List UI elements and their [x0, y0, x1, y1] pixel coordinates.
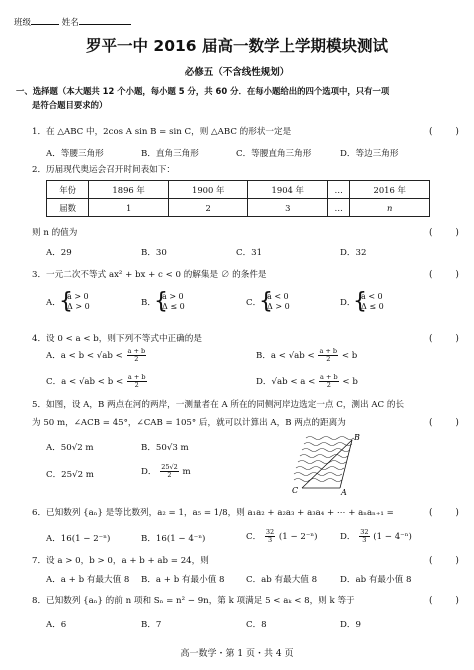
q5-option-c[interactable]: C．25√2 m [46, 470, 94, 480]
q6-option-d[interactable] [340, 529, 412, 544]
section-heading: 一、选择题（本大题共 12 个小题，每小题 5 分，共 60 分．在每小题给出的四个选项中，只有一项 [16, 86, 390, 96]
q6-option-a[interactable]: A．16(1 − 2⁻ⁿ) [46, 534, 111, 544]
fraction-numerator: 25√2 [161, 463, 178, 471]
q3-option-c-label: C． [246, 298, 262, 308]
q3-stem: 3．一元二次不等式 ax² + bx + c < 0 的解集是 ∅ 的条件是 [32, 270, 267, 280]
system-line: Δ > 0 [267, 302, 290, 311]
segment-ab [340, 440, 352, 488]
brace-glyph: { [154, 289, 168, 314]
q1-answer-box[interactable]: ( ) [429, 127, 459, 137]
q5-line2: 为 50 m，∠ACB = 45°，∠CAB = 105° 后，就可以计算出 A，B 两点的距离为 [32, 418, 346, 428]
fraction [127, 374, 147, 389]
q2-ask: 则 n 的值为 [32, 228, 78, 238]
q4-option-b-tail: < b [341, 351, 358, 361]
class-name-line [14, 18, 131, 29]
q2-option-d[interactable]: D．32 [340, 248, 367, 258]
q5-answer-box[interactable]: ( ) [429, 418, 459, 428]
name-blank[interactable] [79, 24, 131, 25]
fraction-numerator: a + b [320, 373, 338, 381]
q3-option-c[interactable] [246, 289, 290, 314]
q5-option-b[interactable]: B．50√3 m [141, 443, 189, 453]
page-footer: 高一数学・第 1 页・共 4 页 [180, 649, 294, 659]
fraction-numerator: a + b [127, 347, 146, 355]
fraction [160, 464, 179, 479]
q4-option-d-tail: < b [342, 377, 358, 387]
q7-option-b[interactable]: B．a + b 有最小值 8 [141, 575, 225, 585]
q5-option-d[interactable] [141, 464, 191, 479]
q8-option-c[interactable]: C．8 [246, 620, 267, 630]
q6-option-c[interactable] [246, 529, 317, 544]
fraction [319, 374, 339, 389]
q1-option-a[interactable]: A．等腰三角形 [46, 149, 104, 159]
table-cell: 3 [248, 199, 328, 217]
q4-option-d[interactable] [256, 374, 358, 389]
table-cell: 1 [89, 199, 169, 217]
table-cell: 届数 [47, 199, 89, 217]
table-row [47, 199, 430, 217]
q8-option-a[interactable]: A．6 [46, 620, 67, 630]
system-line: Δ ≤ 0 [361, 302, 384, 311]
q5-option-d-label: D． [141, 467, 157, 477]
q4-option-a[interactable] [46, 348, 147, 363]
table-cell: … [328, 181, 350, 199]
q1-option-d[interactable]: D．等边三角形 [340, 149, 399, 159]
q4-option-c-text: C．a < √ab < b < [46, 377, 124, 387]
fraction [359, 529, 369, 544]
q2-stem: 2．历届现代奥运会召开时间表如下： [32, 165, 175, 175]
fraction-denominator: 3 [362, 536, 367, 544]
fraction-denominator: 2 [326, 355, 331, 363]
q1-option-c[interactable]: C．等腰直角三角形 [236, 149, 312, 159]
q7-option-c[interactable]: C．ab 有最大值 8 [246, 575, 318, 585]
q3-answer-box[interactable]: ( ) [429, 270, 459, 280]
table-cell: … [328, 199, 350, 217]
q6-option-c-label: C． [246, 532, 262, 542]
system-line: Δ > 0 [67, 302, 90, 311]
q7-option-a[interactable]: A．a + b 有最大值 8 [46, 575, 130, 585]
class-label: 班级 [14, 18, 32, 28]
q6-option-d-tail: (1 − 4⁻ⁿ) [373, 532, 412, 542]
river-waves [294, 437, 354, 482]
brace-glyph: { [353, 289, 367, 314]
q6-answer-box[interactable]: ( ) [429, 508, 459, 518]
q4-option-b-text: B．a < √ab < [256, 351, 315, 361]
q5-option-d-unit: m [182, 467, 191, 477]
table-cell: 2 [168, 199, 248, 217]
q6-option-d-label: D． [340, 532, 356, 542]
table-cell: n [350, 199, 430, 217]
q8-answer-box[interactable]: ( ) [429, 596, 459, 606]
q8-stem: 8．已知数列 {aₙ} 的前 n 项和 Sₙ = n² − 9n，第 k 项满足 5 < aₖ < 8，则 k 等于 [32, 596, 355, 606]
river-figure [290, 432, 370, 496]
table-cell: 年份 [47, 181, 89, 199]
fraction-denominator: 2 [134, 381, 139, 389]
q7-stem: 7．设 a > 0，b > 0，a + b + ab = 24，则 [32, 556, 209, 566]
fraction [318, 348, 338, 363]
brace-glyph: { [59, 289, 73, 314]
system-line: a < 0 [361, 292, 383, 301]
system-line: a > 0 [162, 292, 184, 301]
exam-title: 罗平一中 2016 届高一数学上学期模块测试 [86, 37, 388, 55]
q8-option-b[interactable]: B．7 [141, 620, 162, 630]
q3-option-d[interactable] [340, 289, 384, 314]
q4-answer-box[interactable]: ( ) [429, 334, 459, 344]
q7-answer-box[interactable]: ( ) [429, 556, 459, 566]
q6-stem: 6．已知数列 {aₙ} 是等比数列，a₂ = 1，a₅ = 1/8，则 a₁a₂ + a₂a₃ + a₃a₄ + ⋯ + aₙaₙ₊₁ = [32, 508, 394, 518]
fraction [127, 348, 147, 363]
q5-option-a[interactable]: A．50√2 m [46, 443, 94, 453]
q2-option-b[interactable]: B．30 [141, 248, 167, 258]
q4-option-d-text: D．√ab < a < [256, 377, 316, 387]
q2-option-c[interactable]: C．31 [236, 248, 263, 258]
exam-subtitle: 必修五（不含线性规划） [184, 67, 290, 78]
q5-line1: 5．如图，设 A，B 两点在河的两岸，一测量者在 A 所在的同侧河岸边选定一点 C，测出 AC 的长 [32, 400, 405, 410]
segment-cb [302, 440, 352, 488]
q3-option-a-label: A． [46, 298, 61, 308]
point-label-a: A [341, 488, 347, 496]
fraction [265, 529, 275, 544]
fraction-denominator: 2 [326, 381, 331, 389]
table-cell: 1900 年 [168, 181, 248, 199]
table-row [47, 181, 430, 199]
fraction-numerator: 32 [360, 528, 369, 536]
q8-option-d[interactable]: D．9 [340, 620, 361, 630]
q6-option-c-tail: (1 − 2⁻ⁿ) [278, 532, 318, 542]
q3-option-a[interactable] [46, 289, 90, 314]
fraction-denominator: 2 [167, 471, 172, 479]
q3-option-d-label: D． [340, 298, 356, 308]
q2-option-a[interactable]: A．29 [46, 248, 72, 258]
system-line: a > 0 [67, 292, 89, 301]
fraction-numerator: a + b [319, 347, 338, 355]
system-line: Δ ≤ 0 [162, 302, 185, 311]
point-label-b: B [354, 433, 360, 442]
q3-option-b[interactable] [141, 289, 185, 314]
table-cell: 2016 年 [350, 181, 430, 199]
q4-stem: 4．设 0 < a < b，则下列不等式中正确的是 [32, 334, 202, 344]
system-line: a < 0 [267, 292, 289, 301]
table-cell: 1896 年 [89, 181, 169, 199]
q7-option-d[interactable]: D．ab 有最小值 8 [340, 575, 412, 585]
name-label: 姓名 [61, 18, 79, 28]
q1-option-b[interactable]: B．直角三角形 [141, 149, 199, 159]
brace-glyph: { [259, 289, 273, 314]
q4-option-b[interactable] [256, 348, 357, 363]
q3-option-b-label: B． [141, 298, 156, 308]
olympics-table [46, 180, 430, 217]
class-blank[interactable] [31, 24, 59, 25]
q4-option-a-text: A．a < b < √ab < [46, 351, 123, 361]
fraction-numerator: 32 [265, 528, 275, 536]
q4-option-c[interactable] [46, 374, 148, 389]
point-label-c: C [292, 486, 299, 495]
fraction-denominator: 2 [134, 355, 139, 363]
q2-answer-box[interactable]: ( ) [429, 228, 459, 238]
table-cell: 1904 年 [248, 181, 328, 199]
fraction-denominator: 3 [267, 536, 273, 544]
q6-option-b[interactable]: B．16(1 − 4⁻ⁿ) [141, 534, 206, 544]
fraction-numerator: a + b [127, 373, 146, 381]
section-heading-cont: 是符合题目要求的） [32, 100, 108, 110]
q1-stem: 1．在 △ABC 中，2cos A sin B = sin C，则 △ABC 的形状一定是 [32, 127, 292, 137]
